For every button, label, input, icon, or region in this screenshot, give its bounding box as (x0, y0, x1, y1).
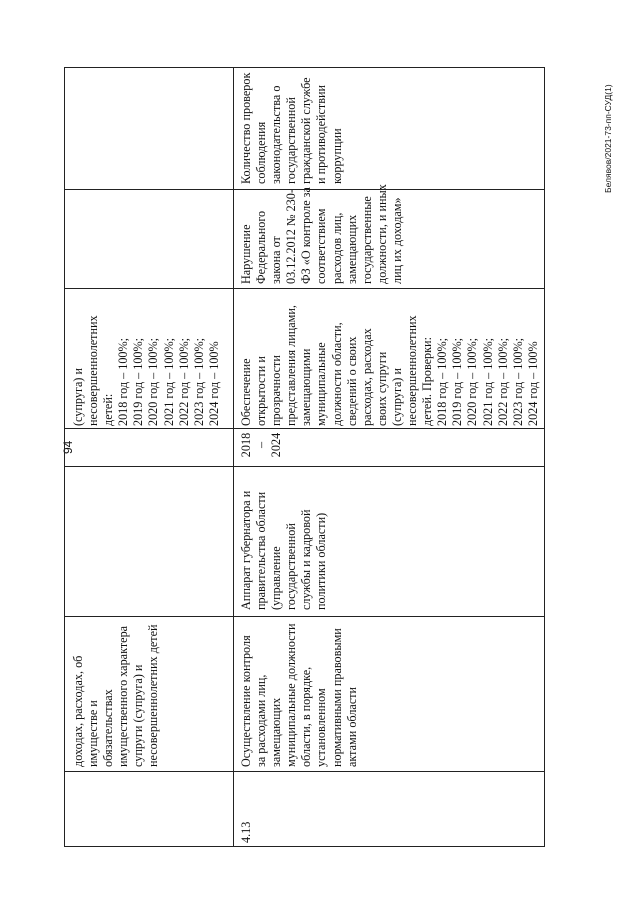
column-divider (64, 466, 544, 467)
cell-text-line: детей: (101, 393, 116, 426)
measures-table (64, 67, 559, 847)
cell-text-line: Обеспечение (239, 358, 253, 426)
row-number: 4.13 (239, 821, 253, 843)
cell-text-line: супруги (супруга) и (131, 664, 146, 767)
page-number: 94 (61, 440, 75, 454)
column-divider (64, 288, 544, 289)
column-divider (64, 846, 544, 847)
cell-text-line: муниципальные (314, 342, 329, 426)
period-cell (239, 431, 284, 459)
cell-text-line: прозрачности (269, 355, 284, 426)
cell-text-line: 2019 год – 100%; (131, 337, 146, 426)
column-divider (64, 189, 544, 190)
cell-text-line: ФЗ «О контроле за (299, 187, 314, 284)
cell-text-line: нормативными правовыми (329, 628, 344, 767)
cell-text-line: несовершеннолетних (86, 315, 101, 426)
cell-text-line: Нарушение (239, 224, 253, 284)
cell-text-line: 2024 год – 100% (525, 341, 540, 426)
cell-text-line: законодательства о (269, 85, 284, 184)
cell-text-line: правительства области (254, 491, 269, 610)
cell-text-line: лиц их доходам» (389, 197, 404, 284)
cell-text-line: и противодействии (314, 84, 329, 184)
column-divider (64, 67, 544, 68)
cell-text-line: соответствием (314, 208, 329, 284)
column-divider (64, 616, 544, 617)
activity-cell (239, 623, 360, 767)
cell-text-line: Аппарат губернатора и (239, 490, 253, 610)
column-divider (64, 428, 544, 429)
indicator-cell (239, 73, 345, 184)
cell-text-line: политики области) (314, 512, 329, 610)
cell-text-line: замещающих (344, 214, 359, 284)
cell-text-line: 2023 год – 100%; (191, 337, 206, 426)
cell-text-line: государственной (284, 97, 299, 184)
cell-text-line: закона от (269, 236, 284, 284)
cell-text-line: гражданской службе (299, 77, 314, 184)
cell-text-line: установленном (314, 688, 329, 767)
cell-text-line: муниципальные должности (284, 623, 299, 767)
cell-text-line: 2024 (269, 432, 284, 458)
cell-text-line: 2022 год – 100%; (495, 337, 510, 426)
cell-text-line: (управление (269, 546, 284, 610)
cell-text-line: – (254, 441, 269, 449)
cell-text-line: 2022 год – 100%; (176, 337, 191, 426)
result-cell (71, 315, 222, 426)
cell-text-line: 2020 год – 100%; (146, 337, 161, 426)
cell-text-line: открытости и (254, 356, 269, 426)
cell-text-line: замещающими (299, 348, 314, 426)
cell-text-line: 2024 год – 100% (206, 341, 221, 426)
risk-cell (239, 184, 405, 284)
cell-text-line: 2021 год – 100%; (480, 337, 495, 426)
cell-text-line: Осуществление контроля (239, 635, 253, 767)
document-reference: Белявов/2021-73-пп-СУД(1) (603, 84, 613, 193)
cell-text-line: доходах, расходах, об (71, 655, 85, 767)
cell-text-line: 2020 год – 100%; (465, 337, 480, 426)
cell-text-line: соблюдения (254, 121, 269, 184)
cell-text-line: должности области, (329, 322, 344, 426)
cell-text-line: 03.12.2012 № 230- (284, 189, 299, 284)
cell-text-line: детей. Проверки: (420, 337, 435, 426)
cell-text-line: имуществе и (86, 700, 101, 767)
cell-text-line: области, в порядке, (299, 666, 314, 767)
cell-text-line: расходов лиц, (329, 212, 344, 284)
table-row (233, 67, 545, 847)
table-row (64, 67, 234, 847)
cell-text-line: представления лицами, (284, 305, 299, 426)
result-cell (239, 305, 541, 426)
cell-text-line: коррупции (329, 128, 344, 184)
cell-text-line: государственные (359, 196, 374, 284)
cell-text-line: замещающих (269, 697, 284, 767)
responsible-cell (239, 491, 330, 610)
cell-text-line: 2018 год – 100%; (116, 337, 131, 426)
activity-cell (71, 624, 162, 767)
cell-text-line: должности, и иных (374, 184, 389, 284)
cell-text-line: (супруга) и (71, 368, 85, 426)
cell-text-line: 2023 год – 100%; (510, 337, 525, 426)
cell-text-line: сведений о своих (344, 336, 359, 426)
cell-text-line: (супруга) и (389, 368, 404, 426)
column-divider (64, 771, 544, 772)
cell-text-line: государственной (284, 523, 299, 610)
cell-text-line: актами области (344, 686, 359, 767)
cell-text-line: за расходами лиц, (254, 674, 269, 767)
cell-text-line: своих супруги (374, 351, 389, 426)
cell-text-line: 2019 год – 100%; (450, 337, 465, 426)
cell-text-line: 2018 (239, 432, 253, 458)
cell-text-line: 2018 год – 100%; (435, 337, 450, 426)
cell-text-line: службы и кадровой (299, 509, 314, 610)
cell-text-line: расходах, расходах (359, 328, 374, 426)
cell-text-line: несовершеннолетних детей (146, 624, 161, 767)
cell-text-line: 2021 год – 100%; (161, 337, 176, 426)
cell-text-line: Количество проверок (239, 72, 253, 184)
cell-text-line: Федерального (254, 210, 269, 284)
cell-text-line: несовершеннолетних (405, 315, 420, 426)
cell-text-line: обязательствах (101, 689, 116, 767)
cell-text-line: имущественного характера (116, 625, 131, 767)
